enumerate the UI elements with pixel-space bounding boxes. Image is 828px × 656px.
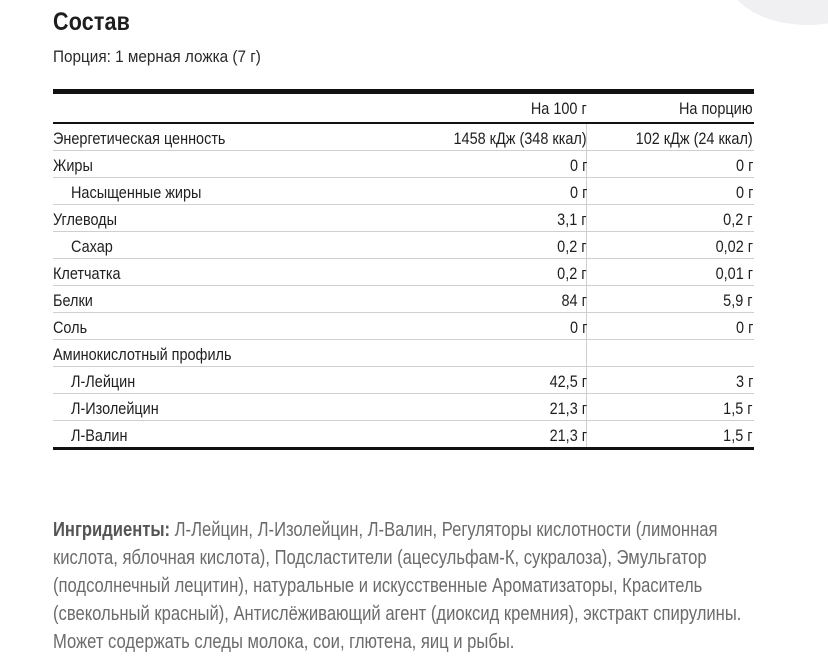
page-title: Состав (53, 8, 131, 36)
table-row (53, 259, 754, 286)
table-row (53, 205, 754, 232)
header-per-100g: На 100 г (531, 99, 587, 118)
header-per-portion: На порцию (679, 99, 753, 118)
value-per-100g: 3,1 г (557, 210, 587, 229)
ingredients-line: Может содержать следы молока, сои, глютена, яиц и рыбы. (53, 631, 515, 653)
table-row (53, 178, 754, 205)
nutrient-name: Энергетическая ценность (53, 129, 226, 148)
value-per-100g: 0 г (569, 183, 587, 202)
value-per-100g: 21,3 г (549, 399, 587, 418)
table-row (53, 286, 754, 313)
table-row (53, 232, 754, 259)
value-per-portion: 0 г (735, 318, 753, 337)
value-per-portion: 0 г (735, 156, 753, 175)
nutrient-name: Аминокислотный профиль (53, 345, 232, 364)
value-per-100g: 0 г (569, 318, 587, 337)
value-per-portion: 1,5 г (723, 426, 753, 445)
ingredients-text (53, 516, 800, 656)
value-per-portion: 0,02 г (715, 237, 753, 256)
value-per-portion: 5,9 г (723, 291, 753, 310)
nutrient-name: Насыщенные жиры (71, 183, 202, 202)
ingredients-line: (подсолнечный лецитин), натуральные и искусственные Ароматизаторы, Краситель (53, 575, 703, 597)
value-per-100g: 0,2 г (557, 264, 587, 283)
table-row (53, 151, 754, 178)
value-per-portion: 1,5 г (723, 399, 753, 418)
nutrition-table (53, 89, 754, 450)
nutrient-name: Углеводы (53, 210, 118, 229)
value-per-portion: 0,01 г (715, 264, 753, 283)
nutrient-name: Жиры (53, 156, 93, 175)
ingredients-line: Л-Лейцин, Л-Изолейцин, Л-Валин, Регуляторы кислотности (лимонная (170, 519, 718, 541)
table-row (53, 367, 754, 394)
ingredients-label: Ингридиенты: (53, 519, 171, 541)
serving-size: Порция: 1 мерная ложка (7 г) (53, 47, 261, 66)
value-per-100g: 42,5 г (549, 372, 587, 391)
value-per-100g: 84 г (561, 291, 587, 310)
value-per-100g: 1458 кДж (348 ккал) (453, 129, 587, 148)
table-header-row (53, 94, 754, 124)
nutrient-name: Соль (53, 318, 88, 337)
nutrient-name: Сахар (71, 237, 113, 256)
table-row (53, 394, 754, 421)
value-per-portion: 3 г (735, 372, 753, 391)
table-row (53, 313, 754, 340)
nutrient-name: Л-Валин (71, 426, 128, 445)
value-per-100g: 0,2 г (557, 237, 587, 256)
corner-decoration (728, 0, 828, 25)
value-per-portion: 102 кДж (24 ккал) (635, 129, 753, 148)
ingredients-line: кислота, яблочная кислота), Подсластители (ацесульфам-К, сукралоза), Эмульгатор (53, 547, 707, 569)
nutrient-name: Белки (53, 291, 93, 310)
nutrient-name: Л-Изолейцин (71, 399, 159, 418)
value-per-portion: 0,2 г (723, 210, 753, 229)
table-row (53, 421, 754, 447)
nutrient-name: Л-Лейцин (71, 372, 136, 391)
value-per-100g: 0 г (569, 156, 587, 175)
table-row (53, 124, 754, 151)
value-per-100g: 21,3 г (549, 426, 587, 445)
table-row (53, 340, 754, 367)
value-per-portion: 0 г (735, 183, 753, 202)
ingredients-line: (свекольный красный), Антислёживающий агент (диоксид кремния), экстракт спирулины. (53, 603, 742, 625)
nutrient-name: Клетчатка (53, 264, 121, 283)
